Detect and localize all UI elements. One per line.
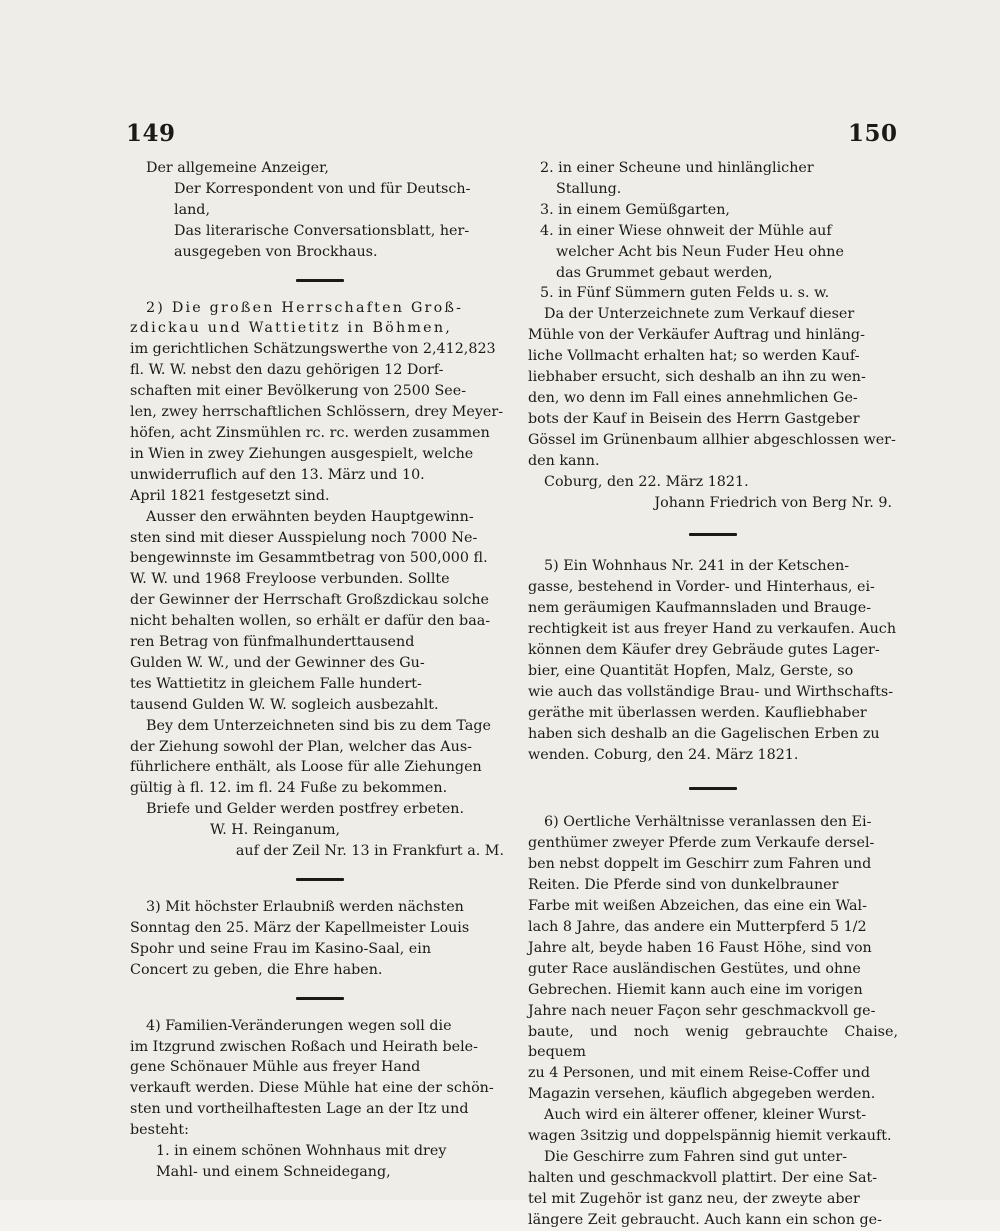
item-5-line: gasse, bestehend in Vorder- und Hinterhaus, ei- (528, 579, 875, 596)
list-item: das Grummet gebaut werden, (556, 264, 773, 281)
item-5-line: können dem Käufer drey Gebräude gutes Lager- (528, 642, 880, 659)
item-6-line: 6) Oertliche Verhältnisse veranlassen den Ei- (544, 814, 872, 831)
item-6-line: lach 8 Jahre, das andere ein Mutterpferd 5 1/2 (528, 919, 867, 935)
item-5-line: wie auch das vollständige Brau- und Wirthschafts- (528, 683, 894, 700)
item-2-line: der Gewinner der Herrschaft Großzdickau solche (130, 592, 489, 609)
item-4-line: im Itzgrund zwischen Roßach und Heirath belе- (130, 1038, 478, 1055)
item-2-line: nicht behalten wollen, so erhält er dafür den baa- (130, 613, 491, 630)
item-2-line: April 1821 festgesetzt sind. (130, 487, 330, 504)
item-2-line: der Ziehung sowohl der Plan, welcher das Aus- (130, 738, 472, 755)
item-2-line: in Wien in zwey Ziehungen ausgespielt, welche (130, 445, 474, 462)
item-6-line: Die Geschirre zum Fahren sind gut unter- (544, 1148, 848, 1165)
item-6-line: tel mit Zugehör ist ganz neu, der zweyte aber (528, 1190, 860, 1207)
item-6-line: längere Zeit gebraucht. Auch kann ein schon ge- (528, 1211, 882, 1228)
item-4-line: verkauft werden. Diese Mühle hat eine der schön- (130, 1080, 494, 1097)
section-divider (296, 997, 344, 1000)
item-2-line: 2) Die großen Herrschaften Groß- (146, 299, 464, 316)
intro-line: ausgegeben von Brockhaus. (174, 243, 378, 260)
item-2-line: bengewinnste im Gesammtbetrag von 500,000 fl. (130, 550, 488, 567)
page-number-left: 149 (126, 120, 176, 147)
item-6-line: Reiten. Die Pferde sind von dunkelbrauner (528, 877, 839, 894)
list-item: 5. in Fünf Sümmern guten Felds u. s. w. (540, 285, 830, 302)
item-2-line: tausend Gulden W. W. sogleich ausbezahlt. (130, 696, 439, 713)
item-2-line: unwiderruflich auf den 13. März und 10. (130, 466, 425, 483)
signature-line: Johann Friedrich von Berg Nr. 9. (654, 494, 892, 511)
item-6-line: baute, und noch wenig gebrauchte Chaise, bequem (528, 1023, 898, 1061)
item-2-line: zdickau und Wattietitz in Böhmen, (130, 320, 452, 337)
item-6-line: Jahre alt, beyde haben 16 Faust Höhe, sind von (528, 939, 872, 956)
section-divider (689, 787, 737, 790)
place-date: Coburg, den 22. März 1821. (544, 473, 749, 490)
item-4-body-line: Da der Unterzeichnete zum Verkauf dieser (544, 306, 855, 323)
list-item: 1. in einem schönen Wohnhaus mit drey (156, 1143, 447, 1160)
item-2-line: sten sind mit dieser Ausspielung noch 7000 Ne- (130, 529, 478, 546)
item-3-line: Concert zu geben, die Ehre haben. (130, 961, 383, 978)
page-number-right: 150 (848, 120, 898, 147)
section-divider (689, 533, 737, 536)
item-4-line: besteht: (130, 1122, 189, 1139)
item-6-line: guter Race ausländischen Gestütes, und ohne (528, 960, 861, 977)
item-2-line: fl. W. W. nebst den dazu gehörigen 12 Dorf- (130, 362, 444, 379)
intro-line: Der allgemeine Anzeiger, (146, 160, 329, 176)
item-2-line: schaften mit einer Bevölkerung von 2500 See- (130, 383, 467, 400)
item-2-line: Ausser den erwähnten beyden Hauptgewinn- (146, 508, 474, 525)
item-2-line: tes Wattietitz in gleichem Falle hundert- (130, 675, 422, 692)
item-5-line: haben sich deshalb an die Gagelischen Erben zu (528, 725, 880, 742)
item-6-line: Magazin versehen, käuflich abgegeben werden. (528, 1086, 876, 1103)
item-2-line: len, zwey herrschaftlichen Schlössern, drey Meyer- (130, 404, 504, 421)
signature-line: W. H. Reinganum, (210, 822, 341, 839)
item-5-line: 5) Ein Wohnhaus Nr. 241 in der Ketschen- (544, 558, 850, 575)
item-3-line: Sonntag den 25. März der Kapellmeister Louis (130, 919, 470, 936)
item-6-line: Jahre nach neuer Façon sehr geschmackvoll ge- (528, 1002, 876, 1019)
item-2-line: Gulden W. W., und der Gewinner des Gu- (130, 654, 425, 671)
item-6-line: halten und geschmackvoll plattirt. Der eine Sat- (528, 1169, 878, 1186)
intro-line: Das literarische Conversationsblatt, her- (174, 222, 470, 239)
item-5-line: bier, eine Quantität Hopfen, Malz, Gerste, so (528, 662, 854, 679)
section-divider (296, 878, 344, 881)
list-item: Stallung. (556, 180, 622, 197)
intro-line: land, (174, 201, 211, 218)
item-2-line: W. W. und 1968 Freyloose verbunden. Sollte (130, 571, 450, 588)
item-4-body-line: Gössel im Grünenbaum allhier abgeschlossen wer- (528, 431, 896, 448)
signature-line: auf der Zeil Nr. 13 in Frankfurt a. M. (235, 843, 504, 860)
item-4-line: sten und vortheilhaftesten Lage an der Itz und (130, 1101, 469, 1118)
item-6-line: zu 4 Personen, und mit einem Reise-Coffer und (528, 1065, 870, 1082)
item-3-line: Spohr und seine Frau im Kasino-Saal, ein (130, 940, 432, 957)
item-2-line: ren Betrag von fünfmalhunderttausend (130, 634, 415, 651)
item-4-body-line: bots der Kauf in Beisein des Herrn Gastgeber (528, 410, 860, 427)
item-2-line: Bey dem Unterzeichneten sind bis zu dem Tage (146, 717, 491, 734)
item-4-body-line: den, wo denn im Fall eines annehmlichen Ge- (528, 389, 858, 406)
item-4-body-line: liebhaber ersucht, sich deshalb an ihn zu wen- (528, 369, 866, 386)
list-item: 2. in einer Scheune und hinlänglicher (540, 160, 814, 176)
item-2-line: führlichere enthält, als Loose für alle Ziehungen (130, 759, 482, 776)
item-5-line: rechtigkeit ist aus freyer Hand zu verkaufen. Auch (528, 621, 897, 638)
intro-line: Der Korrespondent von und für Deutsch- (174, 180, 471, 197)
list-item: welcher Acht bis Neun Fuder Heu ohne (556, 243, 844, 260)
item-2-line: gültig à fl. 12. im fl. 24 Fuße zu bekommen. (130, 780, 448, 797)
item-2-line: im gerichtlichen Schätzungswerthe von 2,412,823 (130, 341, 496, 358)
item-3-line: 3) Mit höchster Erlaubniß werden nächsten (146, 899, 464, 915)
list-item: 3. in einem Gemüßgarten, (540, 201, 730, 218)
item-6-line: wagen 3sitzig und doppelspännig hiemit verkauft. (528, 1128, 892, 1145)
item-2-line: höfen, acht Zinsmühlen rc. rc. werden zusammen (130, 424, 490, 441)
list-item: 4. in einer Wiese ohnweit der Mühle auf (540, 222, 832, 239)
section-divider (296, 279, 344, 282)
item-6-line: genthümer zweyer Pferde zum Verkaufe dersel- (528, 835, 875, 852)
item-5-line: wenden. Coburg, den 24. März 1821. (528, 746, 799, 763)
item-5-line: nem geräumigen Kaufmannsladen und Brauge- (528, 600, 872, 617)
right-column (528, 158, 898, 1231)
item-6-line: ben nebst doppelt im Geschirr zum Fahren und (528, 856, 872, 873)
item-6-line: Farbe mit weißen Abzeichen, das eine ein Wal- (528, 898, 867, 915)
list-item: Mahl- und einem Schneidegang, (156, 1163, 391, 1180)
item-2-line: Briefe und Gelder werden postfrey erbeten. (146, 801, 465, 818)
item-6-line: Auch wird ein älterer offener, kleiner Wurst- (544, 1107, 867, 1124)
item-4-line: gene Schönauer Mühle aus freyer Hand (130, 1059, 421, 1076)
item-4-body-line: den kann. (528, 452, 600, 469)
item-4-body-line: liche Vollmacht erhalten hat; so werden Kauf- (528, 348, 860, 365)
item-6-line: Gebrechen. Hiemit kann auch eine im vorigen (528, 981, 863, 998)
item-5-line: geräthe mit überlassen werden. Kaufliebhaber (528, 704, 867, 721)
item-4-line: 4) Familien-Veränderungen wegen soll die (146, 1017, 452, 1034)
item-4-body-line: Mühle von der Verkäufer Auftrag und hinläng- (528, 327, 865, 344)
left-column (130, 158, 510, 1183)
